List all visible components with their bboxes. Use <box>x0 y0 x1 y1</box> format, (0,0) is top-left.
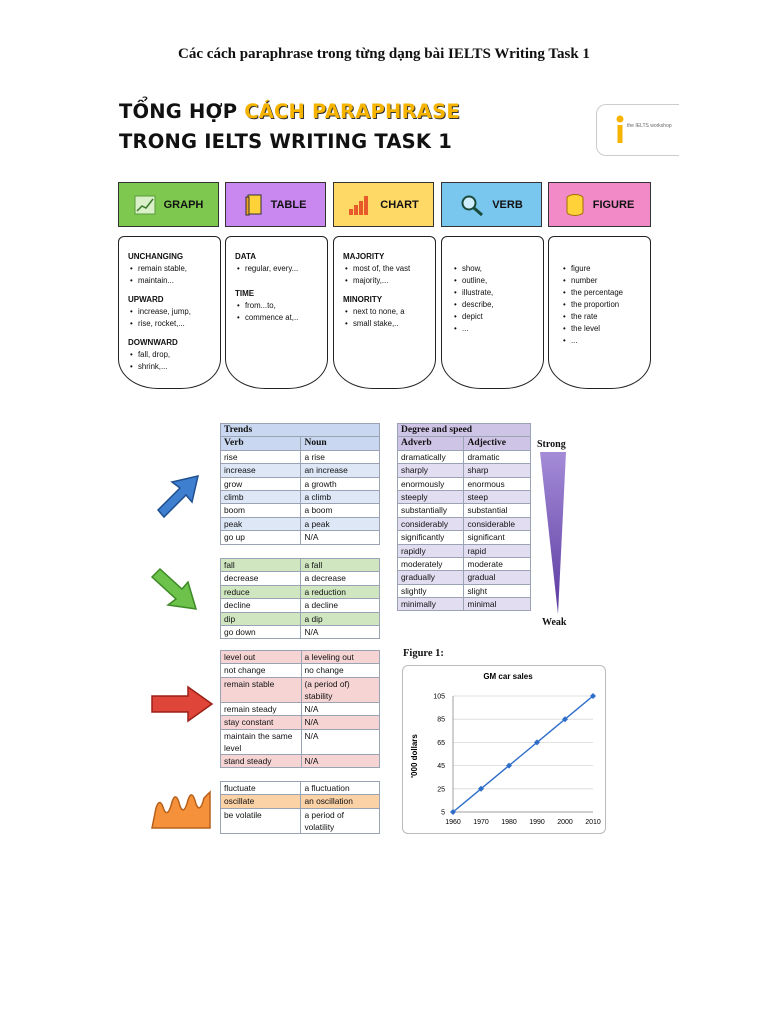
table-cell: N/A <box>301 531 380 544</box>
card-item: • fall, drop, <box>138 349 214 361</box>
table-cell: not change <box>221 664 302 677</box>
table-cell: a rise <box>301 450 380 463</box>
line-chart <box>402 665 606 834</box>
category-label: FIGURE <box>592 198 635 211</box>
card-item: • remain stable, <box>138 263 214 275</box>
table-cell: remain stable <box>221 677 302 702</box>
table-cell: an oscillation <box>301 795 380 808</box>
chart-y-axis-label: '000 dollars <box>410 734 419 778</box>
y-tick-label: 85 <box>437 716 445 724</box>
table-cell: significant <box>464 531 531 544</box>
table-cell: a decline <box>301 599 380 612</box>
x-tick-label: 1980 <box>501 819 517 826</box>
card-item: • ... <box>571 335 644 347</box>
table-cell: sharply <box>398 464 464 477</box>
table-cell: N/A <box>301 729 380 754</box>
degree-table <box>397 423 531 611</box>
logo-text: the IELTS workshop <box>627 123 672 129</box>
card-item: • depict <box>462 311 537 323</box>
intensity-wedge-icon <box>538 452 568 617</box>
table-cell: significantly <box>398 531 464 544</box>
category-table <box>225 182 326 227</box>
category-figure <box>548 182 651 227</box>
card-item: • the percentage <box>571 287 644 299</box>
card-heading: MINORITY <box>343 295 383 304</box>
table-cell: remain steady <box>221 702 302 715</box>
table-cell: dramatic <box>464 450 531 463</box>
card-item: • number <box>571 275 644 287</box>
table-cell: go down <box>221 625 301 638</box>
card-graph <box>118 236 221 389</box>
card-item: • commence at,.. <box>245 312 321 324</box>
card-item: • illustrate, <box>462 287 537 299</box>
table-cell: climb <box>221 490 301 503</box>
scale-weak-label: Weak <box>542 617 567 628</box>
table-cell: a reduction <box>301 585 380 598</box>
card-item: • majority,... <box>353 275 429 287</box>
fluctuation-shape-icon <box>150 788 214 830</box>
table-cell: considerable <box>464 517 531 530</box>
down-arrow-icon <box>148 565 208 615</box>
card-heading: UNCHANGING <box>128 252 184 261</box>
card-heading: DOWNWARD <box>128 338 178 347</box>
hero-title-prefix: TỔNG HỢP <box>119 100 245 123</box>
card-heading: TIME <box>235 289 255 298</box>
y-tick-label: 65 <box>437 739 445 747</box>
card-heading: DATA <box>235 252 257 261</box>
table-cell: enormous <box>464 477 531 490</box>
right-arrow-icon <box>150 684 214 724</box>
hero-title-line2: TRONG IELTS WRITING TASK 1 <box>119 130 452 153</box>
trends-table-up <box>220 423 380 545</box>
table-cell: moderately <box>398 557 464 570</box>
scale-strong-label: Strong <box>537 439 566 450</box>
table-cell: dramatically <box>398 450 464 463</box>
card-item: • rise, rocket,... <box>138 318 214 330</box>
table-cell: a leveling out <box>301 651 380 664</box>
document-title: Các cách paraphrase trong từng dạng bài IELTS Writing Task 1 <box>178 46 590 62</box>
table-cell: maintain the same level <box>221 729 302 754</box>
table-cell: reduce <box>221 585 301 598</box>
table-cell: oscillate <box>221 795 301 808</box>
table-cell: be volatile <box>221 808 301 833</box>
table-header: Adjective <box>464 437 531 450</box>
table-cell: decline <box>221 599 301 612</box>
table-cell: rise <box>221 450 301 463</box>
table-cell: enormously <box>398 477 464 490</box>
card-item: • show, <box>462 263 537 275</box>
table-cell: (a period of) stability <box>301 677 380 702</box>
trends-table-down <box>220 558 380 639</box>
card-item: • regular, every... <box>245 263 321 275</box>
brand-logo <box>596 104 679 156</box>
table-cell: moderate <box>464 557 531 570</box>
table-cell: N/A <box>301 625 380 638</box>
category-label: GRAPH <box>163 198 204 211</box>
table-cell: an increase <box>301 464 380 477</box>
chart-title: GM car sales <box>483 672 533 681</box>
card-item: • maintain... <box>138 275 214 287</box>
table-cell: fluctuate <box>221 782 301 795</box>
table-cell: grow <box>221 477 301 490</box>
bar-chart-icon <box>348 194 372 216</box>
card-item: • the rate <box>571 311 644 323</box>
book-icon <box>245 194 263 216</box>
card-table <box>225 236 328 389</box>
card-item: • small stake,.. <box>353 318 429 330</box>
table-cell: rapid <box>464 544 531 557</box>
card-heading: UPWARD <box>128 295 164 304</box>
table-cell: go up <box>221 531 301 544</box>
table-cell: slightly <box>398 584 464 597</box>
card-item: • outline, <box>462 275 537 287</box>
y-tick-label: 45 <box>437 763 445 771</box>
table-cell: decrease <box>221 572 301 585</box>
category-chart <box>333 182 434 227</box>
table-cell: peak <box>221 517 301 530</box>
table-cell: fall <box>221 559 301 572</box>
graph-icon <box>134 195 156 215</box>
table-cell: gradual <box>464 571 531 584</box>
card-item: • the level <box>571 323 644 335</box>
table-cell: no change <box>301 664 380 677</box>
category-graph <box>118 182 219 227</box>
y-tick-label: 5 <box>441 809 445 817</box>
card-item: • next to none, a <box>353 306 429 318</box>
card-item: • describe, <box>462 299 537 311</box>
table-title: Trends <box>221 424 380 437</box>
category-verb <box>441 182 542 227</box>
card-item: • from...to, <box>245 300 321 312</box>
card-item: • the proportion <box>571 299 644 311</box>
table-header: Verb <box>221 437 301 450</box>
hero-title-accent: CÁCH PARAPHRASE <box>244 100 460 123</box>
figure-label: Figure 1: <box>403 648 444 659</box>
magnifier-icon <box>460 194 484 216</box>
table-cell: a fluctuation <box>301 782 380 795</box>
table-cell: a boom <box>301 504 380 517</box>
card-chart <box>333 236 436 389</box>
table-cell: minimally <box>398 598 464 611</box>
trends-table-flat <box>220 650 380 768</box>
table-cell: level out <box>221 651 302 664</box>
table-cell: dip <box>221 612 301 625</box>
trends-table-fluctuate <box>220 781 380 834</box>
table-cell: a climb <box>301 490 380 503</box>
table-cell: slight <box>464 584 531 597</box>
table-cell: a decrease <box>301 572 380 585</box>
category-label: CHART <box>380 198 419 211</box>
x-tick-label: 1960 <box>445 819 461 826</box>
table-cell: N/A <box>301 754 380 767</box>
line-chart-svg <box>403 666 607 835</box>
table-cell: sharp <box>464 464 531 477</box>
table-cell: steeply <box>398 490 464 503</box>
table-cell: steep <box>464 490 531 503</box>
card-item: • figure <box>571 263 644 275</box>
card-verb <box>441 236 544 389</box>
table-cell: rapidly <box>398 544 464 557</box>
table-cell: a fall <box>301 559 380 572</box>
table-cell: substantial <box>464 504 531 517</box>
table-cell: minimal <box>464 598 531 611</box>
table-cell: a period of volatility <box>301 808 380 833</box>
x-tick-label: 1970 <box>473 819 489 826</box>
card-item: • ... <box>462 323 537 335</box>
table-header: Noun <box>301 437 380 450</box>
series-line <box>453 696 593 812</box>
table-cell: gradually <box>398 571 464 584</box>
card-item: • shrink,... <box>138 361 214 373</box>
table-cell: considerably <box>398 517 464 530</box>
logo-i-icon <box>615 115 625 145</box>
category-label: VERB <box>492 198 523 211</box>
up-arrow-icon <box>150 470 205 525</box>
table-header: Adverb <box>398 437 464 450</box>
y-tick-label: 105 <box>433 693 445 701</box>
table-cell: stay constant <box>221 716 302 729</box>
table-cell: N/A <box>301 702 380 715</box>
table-cell: N/A <box>301 716 380 729</box>
hero-title-line1 <box>119 100 460 123</box>
y-tick-label: 25 <box>437 786 445 794</box>
card-figure <box>548 236 651 389</box>
x-tick-label: 2000 <box>557 819 573 826</box>
table-cell: a growth <box>301 477 380 490</box>
table-cell: substantially <box>398 504 464 517</box>
table-cell: boom <box>221 504 301 517</box>
table-cell: a peak <box>301 517 380 530</box>
table-title: Degree and speed <box>398 424 531 437</box>
coin-stack-icon <box>565 193 585 217</box>
card-heading: MAJORITY <box>343 252 385 261</box>
card-item: • increase, jump, <box>138 306 214 318</box>
table-cell: stand steady <box>221 754 302 767</box>
category-label: TABLE <box>270 198 307 211</box>
x-tick-label: 1990 <box>529 819 545 826</box>
card-item: • most of, the vast <box>353 263 429 275</box>
x-tick-label: 2010 <box>585 819 601 826</box>
table-cell: a dip <box>301 612 380 625</box>
table-cell: increase <box>221 464 301 477</box>
